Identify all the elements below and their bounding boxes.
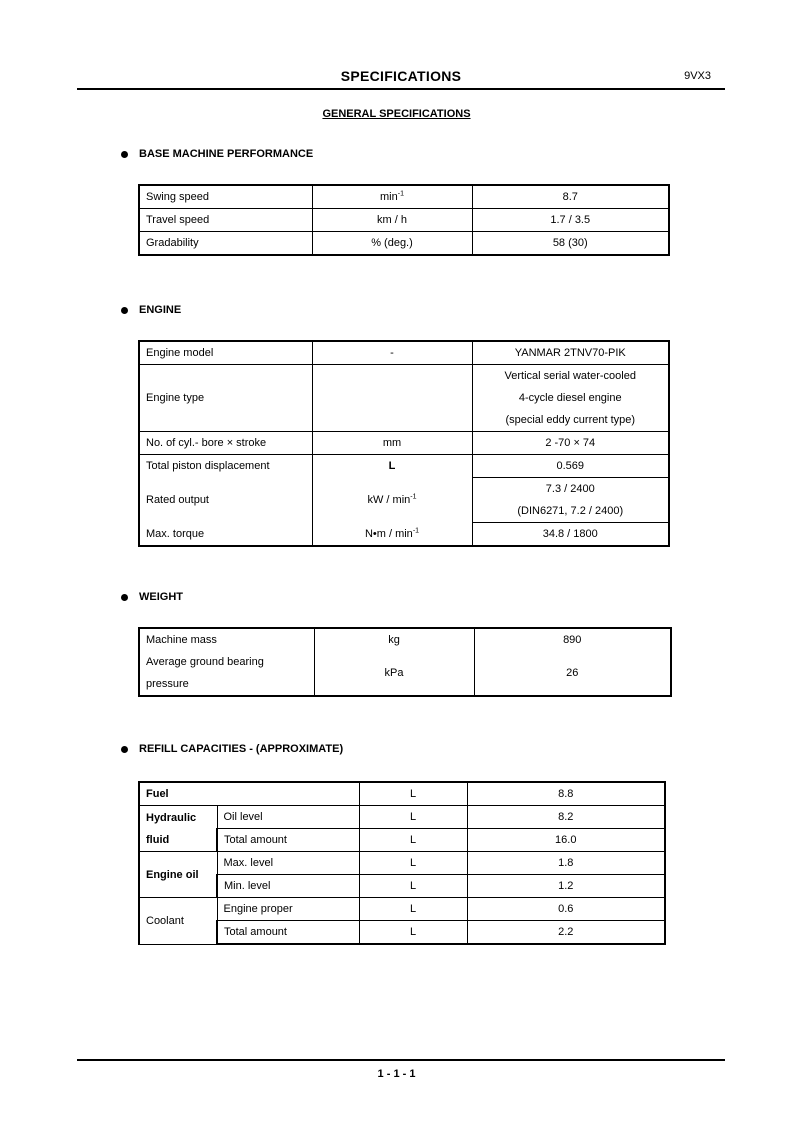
unit-cell: L — [312, 455, 472, 478]
sub-item-cell: Min. level — [217, 875, 359, 898]
table-row — [139, 185, 669, 209]
section-heading-label: ENGINE — [139, 304, 182, 316]
value-cell: 0.569 — [472, 455, 669, 478]
value-cell: 26 — [474, 651, 671, 696]
group-cell: Hydraulic fluid — [139, 806, 217, 852]
unit-cell: km / h — [312, 209, 472, 232]
table-row — [139, 232, 669, 256]
section-heading-weight — [121, 591, 183, 603]
bullet-icon — [121, 151, 128, 158]
sub-item-cell: Oil level — [217, 806, 359, 829]
table-row — [139, 628, 671, 651]
unit-cell: kW / $\min^{-1}$ — [312, 478, 472, 523]
item-cell: Fuel — [139, 782, 359, 806]
table-row — [139, 806, 665, 829]
group-cell: Engine oil — [139, 852, 217, 898]
table-row — [139, 365, 669, 432]
base-machine-table — [138, 184, 670, 256]
value-cell: 8.2 — [467, 806, 665, 829]
table-row — [139, 852, 665, 875]
footer-rule — [77, 1059, 725, 1061]
unit-cell: L — [359, 921, 467, 945]
section-heading-refill — [121, 743, 343, 755]
table-row — [139, 651, 671, 696]
value-cell: YANMAR 2TNV70-PIK — [472, 341, 669, 365]
bullet-icon — [121, 594, 128, 601]
section-heading-base-machine — [121, 148, 313, 160]
page-number: 1 - 1 - 1 — [377, 1068, 416, 1080]
value-cell: 1.8 — [467, 852, 665, 875]
sub-item-cell: Max. level — [217, 852, 359, 875]
unit-cell: - — [312, 341, 472, 365]
bullet-icon — [121, 307, 128, 314]
sub-item-cell: Total amount — [217, 829, 359, 852]
value-cell: 0.6 — [467, 898, 665, 921]
bullet-icon — [121, 746, 128, 753]
item-cell: Swing speed — [139, 185, 312, 209]
unit-cell: L — [359, 782, 467, 806]
engine-table — [138, 340, 670, 547]
unit-cell: mm — [312, 432, 472, 455]
table-row — [139, 455, 669, 478]
sub-item-cell: Engine proper — [217, 898, 359, 921]
table-row — [139, 875, 665, 898]
item-cell: No. of cyl.- bore × stroke — [139, 432, 312, 455]
unit-cell: N•m / $\min^{-1}$ — [312, 523, 472, 547]
unit-cell: kPa — [314, 651, 474, 696]
table-row — [139, 829, 665, 852]
page-header — [77, 64, 725, 90]
weight-table — [138, 627, 672, 697]
section-heading-label: WEIGHT — [139, 591, 183, 603]
item-cell: Engine model — [139, 341, 312, 365]
table-row — [139, 523, 669, 547]
item-cell: Travel speed — [139, 209, 312, 232]
table-row — [139, 209, 669, 232]
value-cell: 8.8 — [467, 782, 665, 806]
unit-cell — [312, 365, 472, 432]
sub-item-cell: Total amount — [217, 921, 359, 945]
table-row — [139, 341, 669, 365]
item-cell: Gradability — [139, 232, 312, 256]
general-specifications-title: GENERAL SPECIFICATIONS — [322, 108, 471, 120]
value-cell: 16.0 — [467, 829, 665, 852]
table-row — [139, 782, 665, 806]
table-row — [139, 478, 669, 523]
document-code: 9VX3 — [684, 70, 711, 82]
page-title: SPECIFICATIONS — [340, 68, 462, 84]
unit-cell: L — [359, 875, 467, 898]
value-cell: 34.8 / 1800 — [472, 523, 669, 547]
refill-table — [138, 781, 666, 945]
unit-cell: kg — [314, 628, 474, 651]
item-cell: Rated output — [139, 478, 312, 523]
table-row — [139, 921, 665, 945]
item-cell: Max. torque — [139, 523, 312, 547]
value-cell: 7.3 / 2400 (DIN6271, 7.2 / 2400) — [472, 478, 669, 523]
unit-cell: L — [359, 829, 467, 852]
unit-cell: % (deg.) — [312, 232, 472, 256]
item-cell: Total piston displacement — [139, 455, 312, 478]
unit-cell: L — [359, 898, 467, 921]
section-heading-label: REFILL CAPACITIES - (APPROXIMATE) — [139, 743, 344, 755]
value-cell: 890 — [474, 628, 671, 651]
value-cell: 2.2 — [467, 921, 665, 945]
value-cell: 1.7 / 3.5 — [472, 209, 669, 232]
group-cell: Coolant — [139, 898, 217, 945]
unit-cell: L — [359, 806, 467, 829]
item-cell: Engine type — [139, 365, 312, 432]
value-cell: 8.7 — [472, 185, 669, 209]
unit-cell: L — [359, 852, 467, 875]
section-heading-label: BASE MACHINE PERFORMANCE — [139, 148, 314, 160]
value-cell: 58 (30) — [472, 232, 669, 256]
table-row — [139, 432, 669, 455]
section-heading-engine — [121, 304, 181, 316]
value-cell: 2 -70 × 74 — [472, 432, 669, 455]
table-row — [139, 898, 665, 921]
value-cell: Vertical serial water-cooled 4-cycle diesel engine (special eddy current type) — [472, 365, 669, 432]
value-cell: 1.2 — [467, 875, 665, 898]
unit-cell: $\min^{-1}$ — [312, 185, 472, 209]
item-cell: Machine mass — [139, 628, 314, 651]
item-cell: Average ground bearing pressure — [139, 651, 314, 696]
